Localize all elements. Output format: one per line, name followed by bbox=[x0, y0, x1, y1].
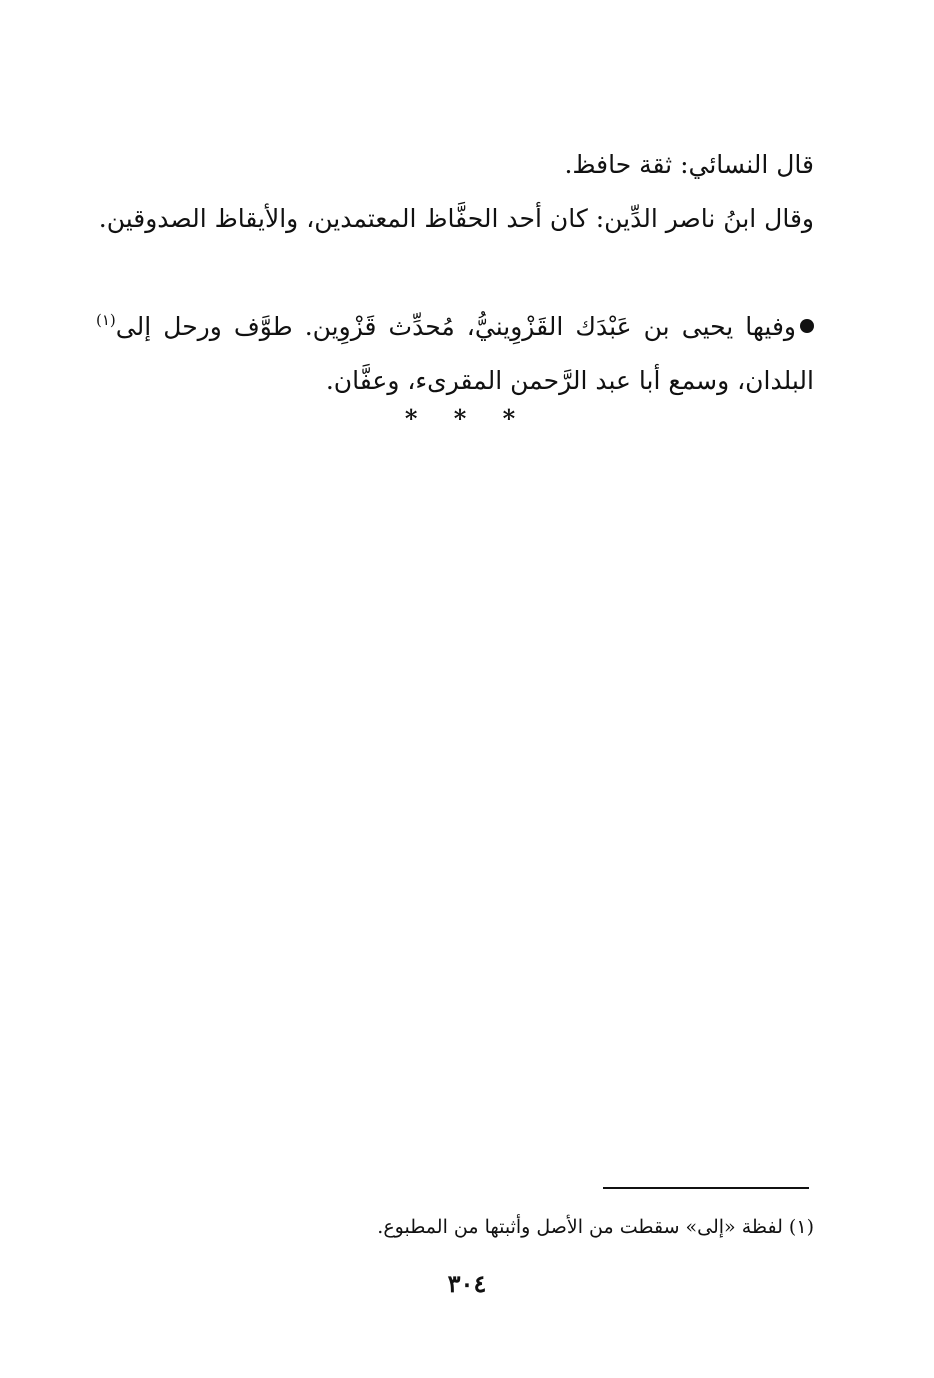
footnote-divider bbox=[603, 1187, 809, 1189]
page-number: ٣٠٤ bbox=[447, 1269, 487, 1298]
footnote-text: (١) لفظة «إلى» سقطت من الأصل وأثبتها من المطبوع. bbox=[377, 1216, 814, 1238]
paragraph-yahya-entry bbox=[96, 300, 814, 408]
paragraph-nasai-quote bbox=[96, 138, 814, 192]
paragraph-ibn-nasir-quote bbox=[96, 192, 814, 246]
paragraph-text: وقال ابنُ ناصر الدِّين: كان أحد الحفَّاظ المعتمدين، والأيقاظ الصدوقين. bbox=[98, 204, 814, 233]
paragraph-text: قال النسائي: ثقة حافظ. bbox=[564, 150, 814, 179]
bullet-icon bbox=[800, 319, 814, 333]
paragraph-text-continued: البلدان، وسمع أبا عبد الرَّحمن المقرىء، وعفَّان. bbox=[325, 366, 814, 395]
section-separator: * * * bbox=[404, 404, 530, 433]
footnote-reference: (١) bbox=[96, 311, 116, 329]
paragraph-text: وفيها يحيى بن عَبْدَك القَزْوِينيُّ، مُحدِّث قَزْوِين. طوَّف ورحل إلى bbox=[115, 312, 796, 341]
